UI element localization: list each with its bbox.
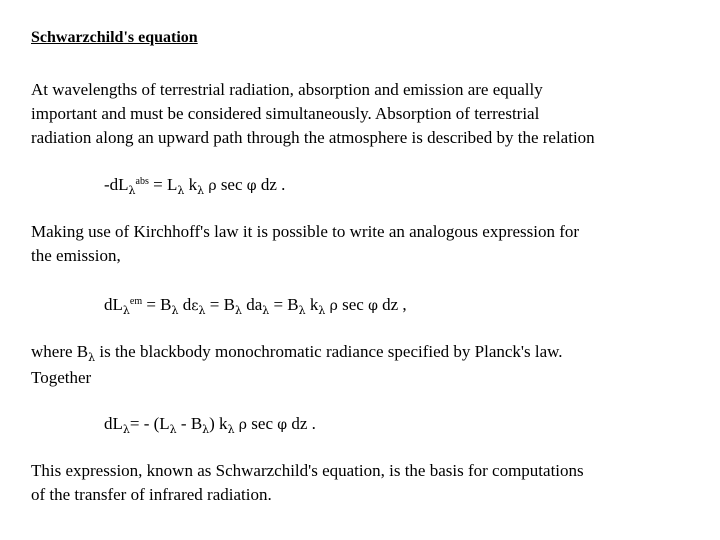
lambda-subscript: λ (122, 304, 130, 317)
eq-text: dz . (256, 175, 286, 194)
text-line: important and must be considered simultaneously. Absorption of terrestrial (31, 104, 540, 123)
paragraph-conclusion (31, 459, 711, 507)
phi-symbol: φ (277, 417, 288, 433)
equation-absorption (104, 173, 285, 200)
eq-text: dz , (377, 295, 407, 314)
lambda-subscript: λ (197, 184, 205, 197)
text-line: radiation along an upward path through the atmosphere is described by the relation (31, 128, 595, 147)
rho-symbol: ρ (238, 417, 248, 433)
lambda-subscript: λ (122, 423, 130, 436)
eq-text: sec (247, 414, 278, 433)
phi-symbol: φ (246, 178, 257, 194)
paragraph-planck (31, 340, 711, 390)
equation-schwarzchild (104, 412, 316, 438)
eq-text: dL (104, 414, 123, 433)
lambda-subscript: λ (128, 184, 136, 197)
eq-text: sec (216, 175, 247, 194)
lambda-subscript: λ (169, 423, 177, 436)
lambda-subscript: λ (198, 304, 206, 317)
eq-text: = B (205, 295, 235, 314)
lambda-subscript: λ (202, 423, 210, 436)
text-line: the emission, (31, 246, 121, 265)
rho-symbol: ρ (329, 298, 338, 314)
text-line: Making use of Kirchhoff's law it is possible to write an analogous expression for (31, 222, 580, 241)
eq-text: = B (269, 295, 299, 314)
lambda-subscript: λ (318, 304, 326, 317)
phi-symbol: φ (368, 298, 378, 314)
eq-text: k (184, 175, 198, 194)
eq-text: ) k (209, 414, 228, 433)
eq-text: dz . (287, 414, 316, 433)
lambda-subscript: λ (177, 184, 185, 197)
paragraph-kirchhoff (31, 220, 711, 268)
rho-symbol: ρ (208, 178, 217, 194)
text-line: This expression, known as Schwarzchild's equation, is the basis for computations (31, 461, 584, 480)
lambda-subscript: λ (234, 304, 242, 317)
superscript-em: em (129, 296, 143, 307)
eq-text: k (305, 295, 319, 314)
epsilon-symbol: ε (191, 298, 199, 314)
lambda-subscript: λ (88, 351, 96, 364)
eq-text: da (241, 295, 263, 314)
eq-text: - B (176, 414, 203, 433)
text-fragment: is the blackbody monochromatic radiance specified by Planck's law. (95, 342, 563, 361)
lambda-subscript: λ (262, 304, 270, 317)
eq-text: -dL (104, 175, 129, 194)
eq-text: sec (337, 295, 369, 314)
equation-emission (104, 293, 407, 320)
text-fragment: where B (31, 342, 89, 361)
eq-text: = - (L (129, 414, 170, 433)
paragraph-absorption (31, 78, 711, 150)
lambda-subscript: λ (227, 423, 235, 436)
lambda-subscript: λ (171, 304, 179, 317)
eq-text: = L (148, 175, 178, 194)
text-line: of the transfer of infrared radiation. (31, 485, 272, 504)
text-line: Together (31, 368, 92, 387)
eq-text: dL (104, 295, 123, 314)
eq-text: = B (142, 295, 172, 314)
text-line: At wavelengths of terrestrial radiation, absorption and emission are equally (31, 80, 543, 99)
lambda-subscript: λ (298, 304, 306, 317)
eq-text: d (178, 295, 192, 314)
superscript-abs: abs (135, 176, 149, 187)
page-title: Schwarzchild's equation (31, 29, 198, 46)
text-line (31, 340, 711, 366)
